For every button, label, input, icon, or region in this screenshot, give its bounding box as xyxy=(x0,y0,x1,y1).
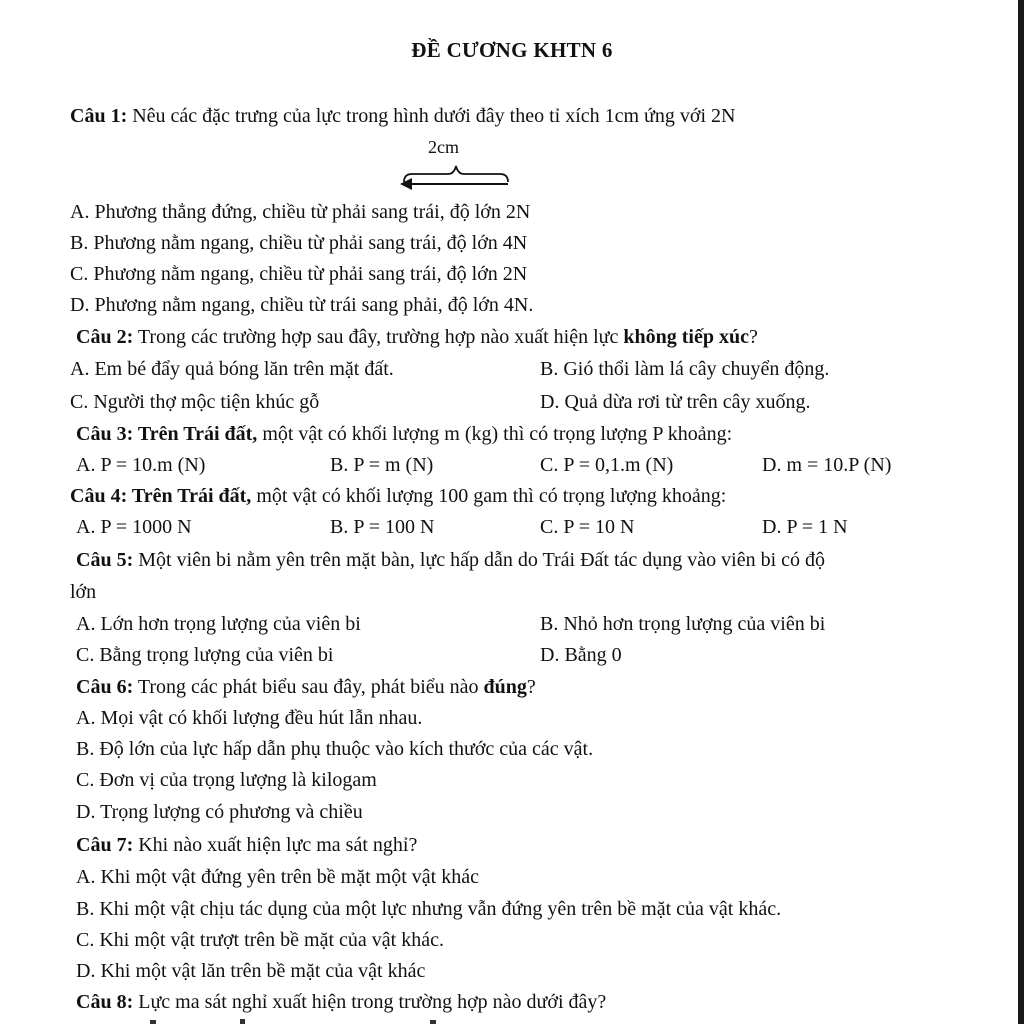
question-6-option-a: A. Mọi vật có khối lượng đều hút lẫn nhau. xyxy=(76,707,423,729)
question-2-option-d: D. Quả dừa rơi từ trên cây xuống. xyxy=(540,391,811,413)
question-6-text: Trong các phát biểu sau đây, phát biểu nào xyxy=(133,676,484,698)
question-5-text: Một viên bi nằm yên trên mặt bàn, lực hấp dẫn do Trái Đất tác dụng vào viên bi có độ xyxy=(133,549,826,571)
question-4-option-d: D. P = 1 N xyxy=(762,516,848,538)
question-7-option-c: C. Khi một vật trượt trên bề mặt của vật khác. xyxy=(76,929,444,951)
question-7-label: Câu 7: xyxy=(76,834,134,856)
question-5-continued: lớn xyxy=(70,581,97,603)
question-3-option-b: B. P = m (N) xyxy=(330,454,434,476)
question-5-option-d: D. Bằng 0 xyxy=(540,644,622,666)
question-6-option-c: C. Đơn vị của trọng lượng là kilogam xyxy=(76,769,377,791)
question-4-label: Câu 4: Trên Trái đất, xyxy=(70,485,252,507)
question-1-label: Câu 1: xyxy=(70,105,128,127)
question-5-option-c: C. Bằng trọng lượng của viên bi xyxy=(76,644,334,666)
question-7 xyxy=(76,833,417,857)
force-arrow-icon xyxy=(396,136,516,196)
question-2-label: Câu 2: xyxy=(76,326,134,348)
page-edge xyxy=(1018,0,1024,1024)
question-5 xyxy=(76,548,825,572)
question-1-text: Nêu các đặc trưng của lực trong hình dưới đây theo tỉ xích 1cm ứng với 2N xyxy=(127,105,736,127)
question-6-label: Câu 6: xyxy=(76,676,134,698)
question-1-option-c: C. Phương nằm ngang, chiều từ phải sang trái, độ lớn 2N xyxy=(70,263,528,285)
question-1-option-b: B. Phương nằm ngang, chiều từ phải sang trái, độ lớn 4N xyxy=(70,232,528,254)
question-4-option-a: A. P = 1000 N xyxy=(76,516,192,538)
figure-scale-label: 2cm xyxy=(428,137,459,157)
question-2-emphasis: không tiếp xúc xyxy=(623,326,749,348)
question-3 xyxy=(76,422,732,446)
question-8-text: Lực ma sát nghỉ xuất hiện trong trường hợp nào dưới đây? xyxy=(133,991,607,1013)
question-3-option-d: D. m = 10.P (N) xyxy=(762,454,892,476)
question-2-option-b: B. Gió thổi làm lá cây chuyển động. xyxy=(540,358,830,380)
question-1-option-a: A. Phương thẳng đứng, chiều từ phải sang trái, độ lớn 2N xyxy=(70,201,531,223)
question-4-option-b: B. P = 100 N xyxy=(330,516,435,538)
question-3-text: một vật có khối lượng m (kg) thì có trọng lượng P khoảng: xyxy=(257,423,733,445)
question-4 xyxy=(70,484,726,508)
question-2-text: Trong các trường hợp sau đây, trường hợp nào xuất hiện lực xyxy=(133,326,624,348)
question-2-end: ? xyxy=(748,326,758,348)
question-6-emphasis: đúng xyxy=(483,676,527,698)
question-8 xyxy=(76,990,606,1014)
document-title: ĐỀ CƯƠNG KHTN 6 xyxy=(411,38,613,62)
question-4-text: một vật có khối lượng 100 gam thì có trọng lượng khoảng: xyxy=(251,485,727,507)
question-6-end: ? xyxy=(526,676,536,698)
question-2 xyxy=(76,325,758,349)
question-2-option-a: A. Em bé đẩy quả bóng lăn trên mặt đất. xyxy=(70,358,394,380)
question-3-label: Câu 3: Trên Trái đất, xyxy=(76,423,258,445)
question-4-option-c: C. P = 10 N xyxy=(540,516,635,538)
question-1 xyxy=(70,104,735,128)
question-3-option-c: C. P = 0,1.m (N) xyxy=(540,454,674,476)
question-1-option-d: D. Phương nằm ngang, chiều từ trái sang phải, độ lớn 4N. xyxy=(70,294,534,316)
question-6-option-b: B. Độ lớn của lực hấp dẫn phụ thuộc vào kích thước của các vật. xyxy=(76,738,594,760)
question-7-option-d: D. Khi một vật lăn trên bề mặt của vật khác xyxy=(76,960,426,982)
force-vector-figure xyxy=(396,136,516,196)
question-5-option-a: A. Lớn hơn trọng lượng của viên bi xyxy=(76,613,361,635)
question-7-option-b: B. Khi một vật chịu tác dụng của một lực nhưng vẫn đứng yên trên bề mặt của vật khác. xyxy=(76,898,782,920)
question-5-option-b: B. Nhỏ hơn trọng lượng của viên bi xyxy=(540,613,826,635)
question-2-option-c: C. Người thợ mộc tiện khúc gỗ xyxy=(70,391,320,413)
question-6-option-d: D. Trọng lượng có phương và chiều xyxy=(76,801,363,823)
question-6 xyxy=(76,675,536,699)
question-8-label: Câu 8: xyxy=(76,991,134,1013)
question-7-text: Khi nào xuất hiện lực ma sát nghỉ? xyxy=(133,834,418,856)
question-7-option-a: A. Khi một vật đứng yên trên bề mặt một vật khác xyxy=(76,866,479,888)
next-line-cutoff xyxy=(0,1018,1018,1024)
question-5-label: Câu 5: xyxy=(76,549,134,571)
question-3-option-a: A. P = 10.m (N) xyxy=(76,454,206,476)
